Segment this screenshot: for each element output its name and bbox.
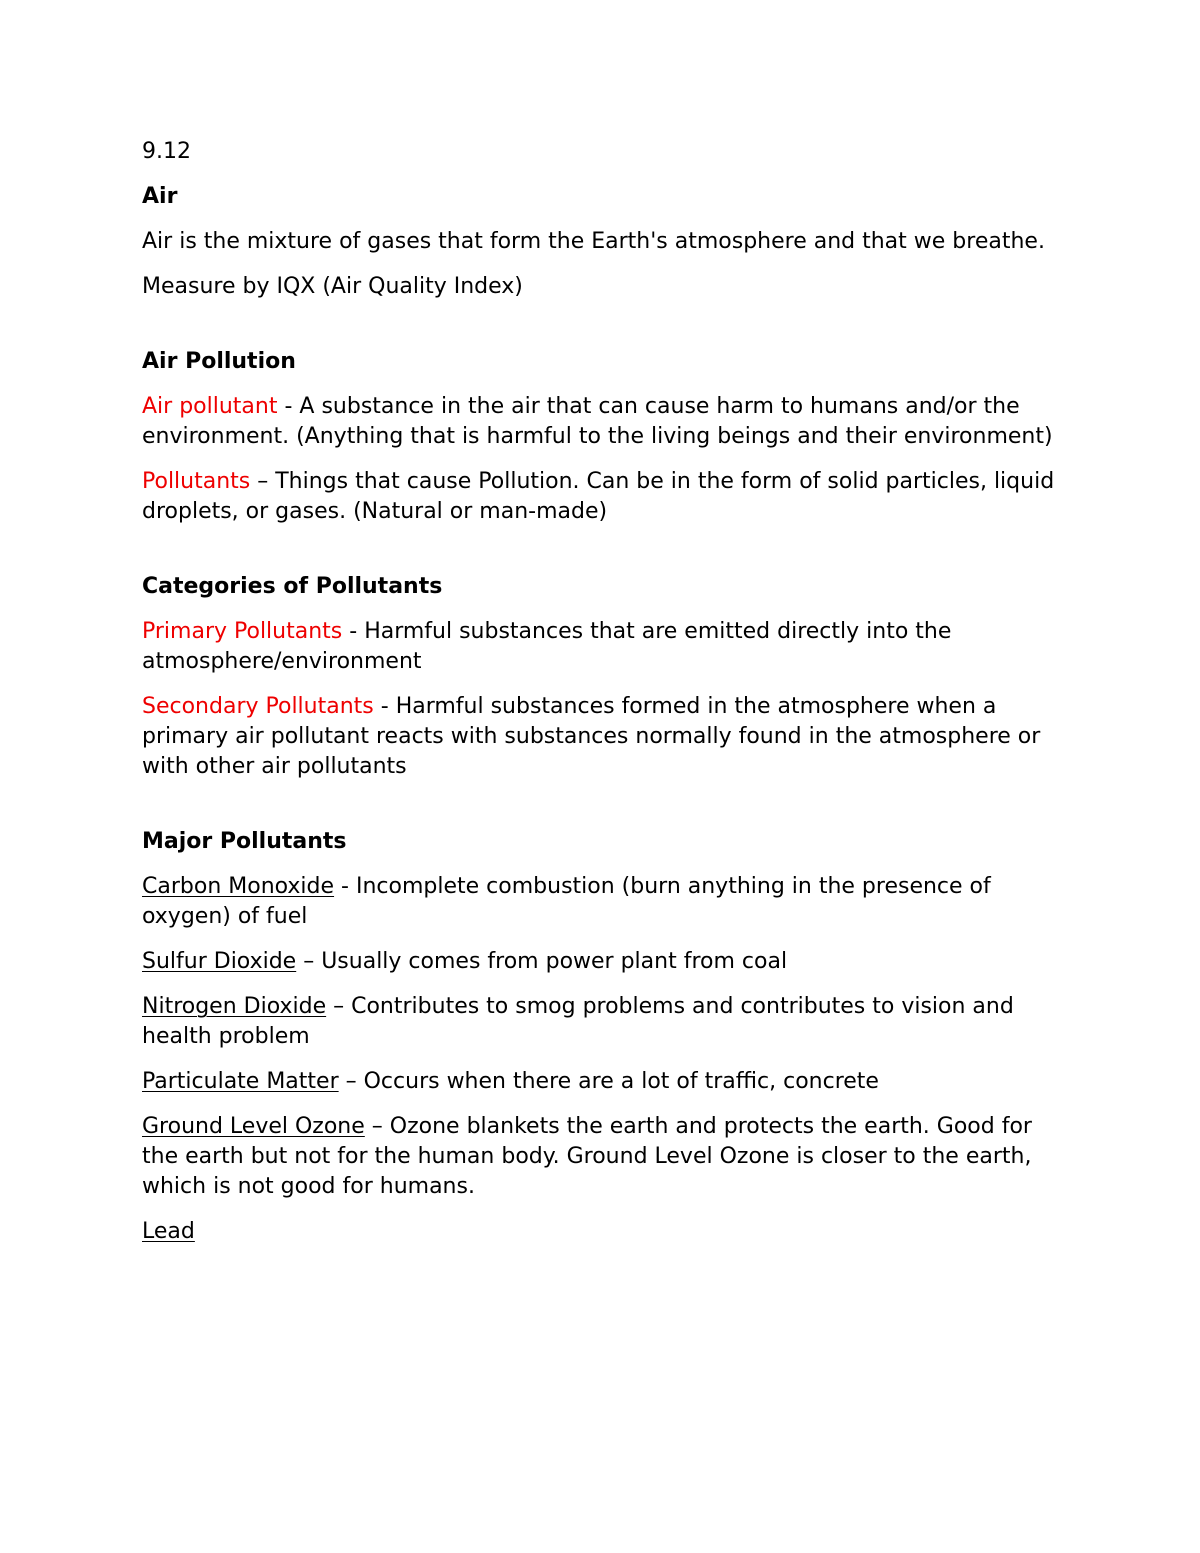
air-measure: Measure by IQX (Air Quality Index) (142, 274, 523, 299)
pollutant-sulfur-dioxide (142, 947, 1072, 977)
heading-major-pollutants: Major Pollutants (142, 829, 347, 854)
term-primary-pollutants: Primary Pollutants (142, 619, 343, 644)
pollutant-lead (142, 1217, 1072, 1247)
heading-air-pollution: Air Pollution (142, 349, 296, 374)
definition-text: - Harmful substances that are emitted directly into the atmosphere/environment (142, 619, 952, 674)
pollutant-carbon-monoxide (142, 872, 1072, 932)
air-definition: Air is the mixture of gases that form the Earth's atmosphere and that we breathe. (142, 229, 1045, 254)
term-air-pollutant: Air pollutant (142, 394, 278, 419)
term-sulfur-dioxide: Sulfur Dioxide (142, 949, 297, 974)
definition-text: – Usually comes from power plant from coal (296, 949, 788, 974)
document-page (142, 137, 1072, 1262)
term-lead: Lead (142, 1219, 195, 1244)
heading-air: Air (142, 184, 178, 209)
definition-air-pollutant (142, 392, 1072, 452)
definition-text: - Incomplete combustion (burn anything in the presence of oxygen) of fuel (142, 874, 991, 929)
definition-text: - A substance in the air that can cause harm to humans and/or the environment. (Anything that is harmful to the living beings and their environment) (142, 394, 1053, 449)
definition-pollutants (142, 467, 1072, 527)
section-spacer (142, 797, 1072, 827)
definition-text: - Harmful substances formed in the atmosphere when a primary air pollutant reacts with substances normally found in the atmosphere or with other air pollutants (142, 694, 1041, 779)
pollutant-ground-level-ozone (142, 1112, 1072, 1202)
definition-text: – Contributes to smog problems and contributes to vision and health problem (142, 994, 1014, 1049)
term-secondary-pollutants: Secondary Pollutants (142, 694, 374, 719)
term-pollutants: Pollutants (142, 469, 251, 494)
definition-secondary-pollutants (142, 692, 1072, 782)
definition-text: – Things that cause Pollution. Can be in the form of solid particles, liquid droplets, or gases. (Natural or man-made) (142, 469, 1055, 524)
section-spacer (142, 317, 1072, 347)
date-line: 9.12 (142, 139, 191, 164)
term-particulate-matter: Particulate Matter (142, 1069, 339, 1094)
heading-categories: Categories of Pollutants (142, 574, 443, 599)
definition-text: – Ozone blankets the earth and protects the earth. Good for the earth but not for the human body. Ground Level Ozone is closer to the earth, which is not good for humans. (142, 1114, 1032, 1199)
term-carbon-monoxide: Carbon Monoxide (142, 874, 335, 899)
definition-primary-pollutants (142, 617, 1072, 677)
term-nitrogen-dioxide: Nitrogen Dioxide (142, 994, 327, 1019)
pollutant-nitrogen-dioxide (142, 992, 1072, 1052)
definition-text: – Occurs when there are a lot of traffic, concrete (338, 1069, 879, 1094)
section-spacer (142, 542, 1072, 572)
pollutant-particulate-matter (142, 1067, 1072, 1097)
term-ground-level-ozone: Ground Level Ozone (142, 1114, 365, 1139)
